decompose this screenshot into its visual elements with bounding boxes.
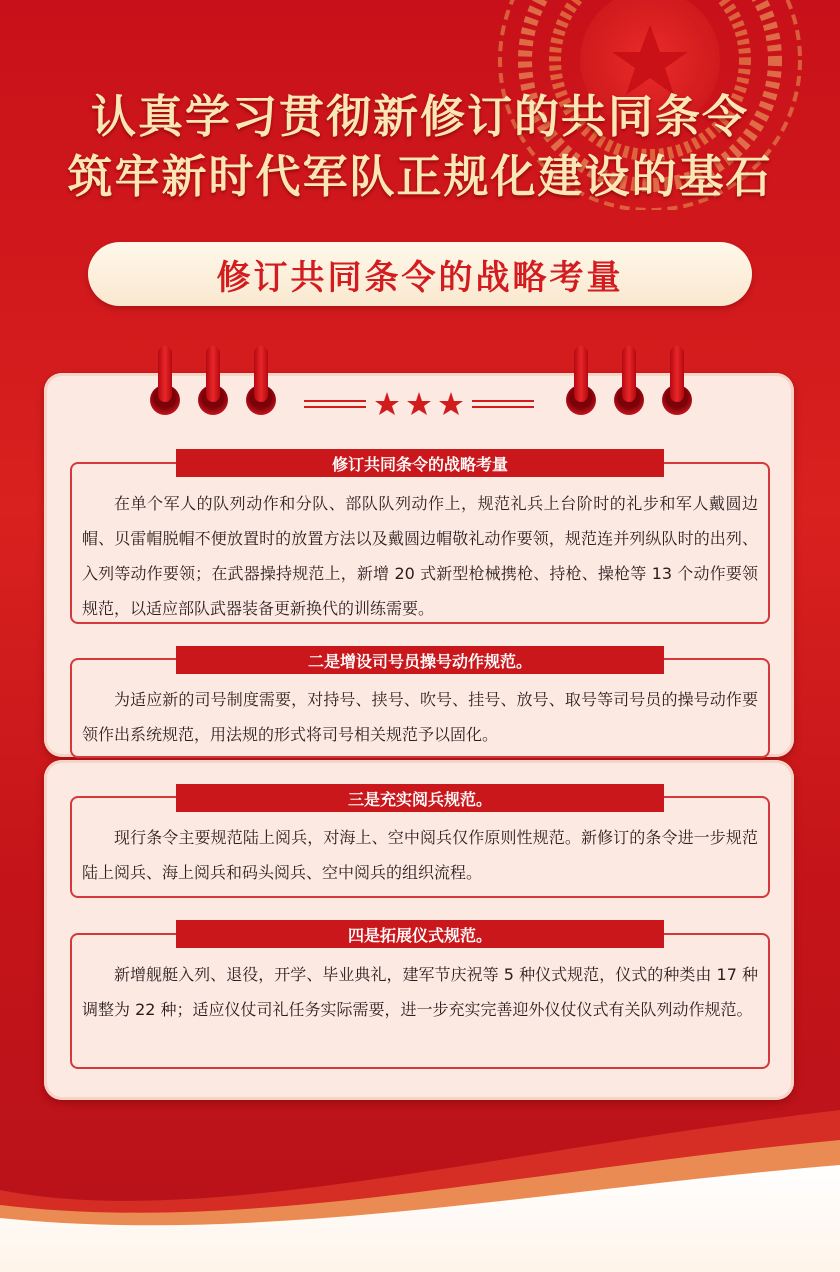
page-title-line-1: 认真学习贯彻新修订的共同条令 — [90, 90, 749, 143]
section-1-heading: 修订共同条令的战略考量 — [176, 449, 664, 477]
section-4-heading: 四是拓展仪式规范。 — [176, 920, 664, 948]
section-1-body: 在单个军人的队列动作和分队、部队队列动作上，规范礼兵上台阶时的礼步和军人戴圆边帽、贝雷帽脱帽不便放置时的放置方法以及戴圆边帽敬礼动作要领，规范连并列纵队时的出列、入列等动作要领；在武器操持规范上，新增 20 式新型枪械携枪、持枪、操枪等 13 个动作要领规范，以适应部队武器装备更新换代的训练需要。 — [82, 494, 758, 618]
section-3-body: 现行条令主要规范陆上阅兵，对海上、空中阅兵仅作原则性规范。新修订的条令进一步规范陆上阅兵、海上阅兵和码头阅兵、空中阅兵的组织流程。 — [82, 828, 758, 882]
footer-wave — [0, 1110, 840, 1272]
star-divider — [304, 388, 534, 420]
subtitle-banner: 修订共同条令的战略考量 — [88, 242, 752, 306]
section-2-heading: 二是增设司号员操号动作规范。 — [176, 646, 664, 674]
page-title-line-2: 筑牢新时代军队正规化建设的基石 — [67, 150, 773, 203]
section-1 — [70, 462, 770, 624]
section-4-body: 新增舰艇入列、退役，开学、毕业典礼，建军节庆祝等 5 种仪式规范，仪式的种类由 17 种调整为 22 种；适应仪仗司礼任务实际需要，进一步充实完善迎外仪仗仪式有关队列动作规范。 — [82, 965, 758, 1019]
section-4 — [70, 933, 770, 1069]
star-icon — [375, 392, 463, 415]
section-3-heading: 三是充实阅兵规范。 — [176, 784, 664, 812]
section-2-body: 为适应新的司号制度需要，对持号、挟号、吹号、挂号、放号、取号等司号员的操号动作要领作出系统规范，用法规的形式将司号相关规范予以固化。 — [82, 690, 758, 744]
